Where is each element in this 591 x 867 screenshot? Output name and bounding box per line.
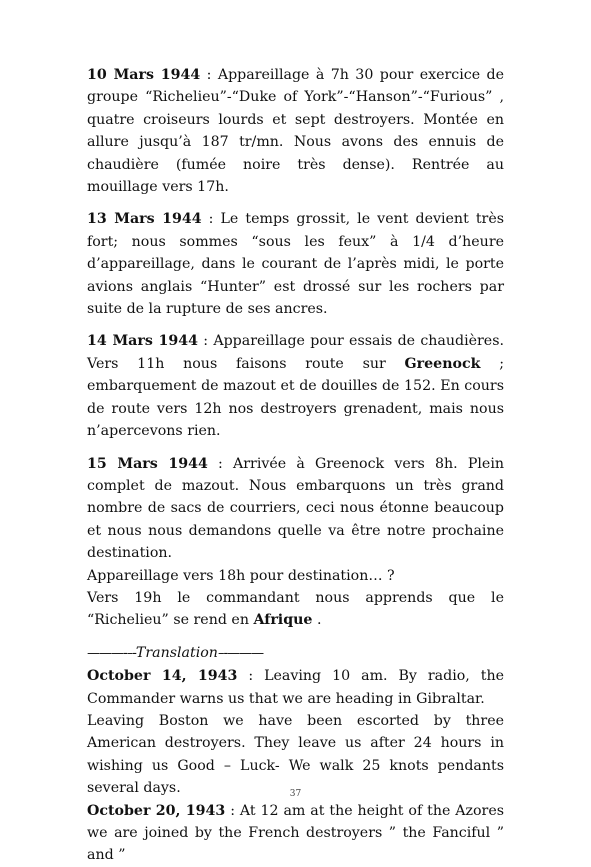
entry-date: October 20, 1943: [87, 802, 226, 819]
entry-date: October 14, 1943: [87, 668, 238, 685]
entry-date: 14 Mars 1944: [87, 333, 199, 350]
entry-text: : Appareillage pour essais de chaudières. Vers 11h nous faisons route sur: [87, 333, 504, 372]
entry-text: : Le temps grossit, le vent devient très fort; nous sommes “sous les feux” à 1/4 d’heure d’appareillage, dans le courant de l’après midi, le porte avions anglais “Hunter” est drossé sur les rochers par suite de la rupture de ses ancres.: [87, 211, 504, 318]
place-name-afrique: Afrique: [253, 612, 313, 629]
entry-date: 13 Mars 1944: [87, 211, 202, 228]
entry-date: 10 Mars 1944: [87, 67, 201, 83]
entry-text: : At 12 am at the height of the Azores we are joined by the French destroyers ” the Fanciful ” and ”: [87, 802, 504, 864]
entry-text-end: .: [312, 612, 322, 629]
entry-15-mars-1944-line2: Appareillage vers 18h pour destination… ?: [87, 567, 395, 584]
entry-text: Vers 19h le commandant nous apprends que le “Richelieu” se rend en: [87, 589, 504, 629]
entry-text: : Arrivée à Greenock vers 8h. Plein complet de mazout. Nous embarquons un très grand nombre de sacs de courriers, ceci nous étonne beaucoup et nous nous demandons quelle va être notre prochaine destination.: [87, 455, 505, 562]
translation-divider: [87, 642, 504, 665]
entry-october-14-1943: [87, 665, 504, 710]
entry-14-mars-1944: [87, 330, 504, 442]
page-number: 37: [289, 789, 302, 799]
entry-text: : Leaving 10 am. By radio, the Commander warns us that we are heading in Gibraltar.: [87, 668, 504, 707]
entry-date: 15 Mars 1944: [87, 455, 208, 472]
entry-text-continued: ; embarquement de mazout et de douilles de 152. En cours de route vers 12h nos destroyers grenadent, mais nous n’apercevons rien.: [87, 355, 504, 440]
entry-october-14-1943-line2: Leaving Boston we have been escorted by three American destroyers. They leave us after 24 hours in wishing us Good – Luck- We walk 25 knots pendants several days.: [87, 712, 504, 797]
place-name-greenock: Greenock: [404, 355, 481, 372]
entry-october-20-1943: [87, 800, 504, 867]
divider-dashes-left: ———-–-: [87, 645, 136, 661]
entry-13-mars-1944: [87, 208, 504, 320]
divider-label: Translation: [135, 644, 218, 661]
entry-text: : Appareillage à 7h 30 pour exercice de groupe “Richelieu”-“Duke of York”-“Hanson”-“Furious” , quatre croiseurs lourds et sept destroyers. Montée en allure jusqu’à 187 tr/mn. Nous avons des ennuis de chaudière (fumée noire très dense). Rentrée au mouillage vers 17h.: [87, 67, 504, 196]
entry-10-mars-1944: [87, 64, 504, 198]
entry-15-mars-1944-line3: [87, 587, 504, 632]
divider-dashes-right: –-———: [217, 645, 264, 661]
document-page: [87, 64, 504, 867]
entry-15-mars-1944: [87, 453, 504, 565]
